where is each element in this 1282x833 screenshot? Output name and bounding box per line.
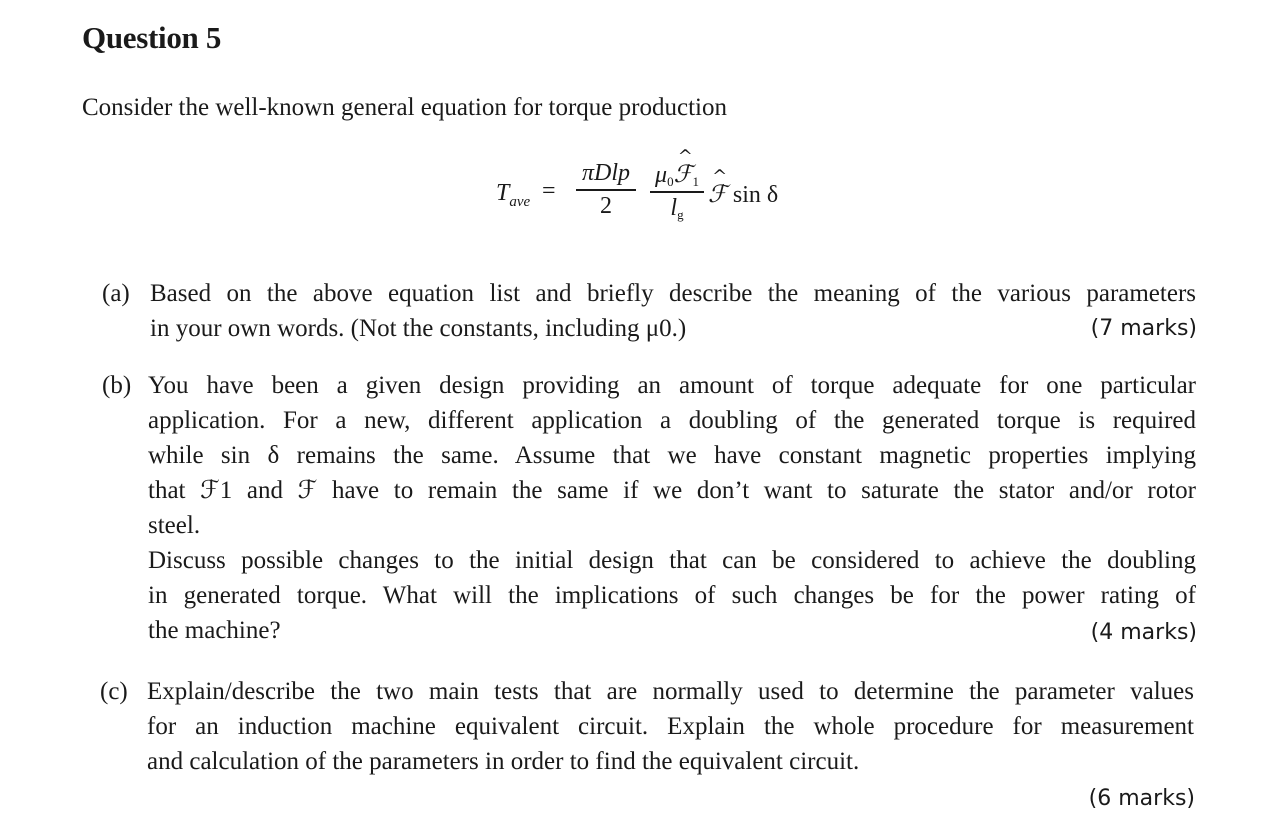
fraction-numerator-mmf: μ0^ ℱ1 [650, 160, 704, 189]
equation-fraction-geometry [576, 160, 636, 220]
part-b-body [148, 368, 1196, 648]
fraction-denominator-gap: lg [670, 194, 684, 222]
part-c-marks: (6 marks) [1088, 786, 1195, 811]
part-a-body [150, 276, 1196, 346]
part-b-line: steel. [148, 512, 201, 539]
part-c-line: and calculation of the parameters in order to find the equivalent circuit. [147, 748, 860, 775]
part-a-line: in your own words. (Not the constants, including μ0.) [150, 315, 687, 342]
equation-fraction-magnetic [650, 160, 704, 222]
part-b-line: You have been a given design providing an amount of torque adequate for one particular [148, 372, 1196, 399]
part-a-label: (a) [102, 280, 130, 307]
part-b-line: while sin δ remains the same. Assume that we have constant magnetic properties implying [148, 442, 1196, 469]
part-c-line: Explain/describe the two main tests that are normally used to determine the parameter values [147, 678, 1194, 705]
fraction-denominator: 2 [600, 192, 612, 219]
part-a-line: Based on the above equation list and briefly describe the meaning of the various parameters [150, 280, 1196, 307]
fraction-bar [650, 191, 704, 193]
equation-tail: ^ ℱ sin δ [708, 180, 778, 209]
part-a-marks: (7 marks) [1090, 316, 1197, 341]
part-b-line: application. For a new, different application a doubling of the generated torque is required [148, 407, 1196, 434]
part-b-line: the machine? [148, 617, 281, 644]
part-b-label: (b) [102, 372, 132, 399]
question-title: Question 5 [82, 20, 222, 55]
part-c-label: (c) [100, 678, 128, 705]
equation-lhs: $T_{ave}$ [496, 180, 531, 210]
equation-equals: = [542, 178, 556, 204]
part-c-body [147, 674, 1194, 779]
question-intro: Consider the well-known general equation for torque production [82, 94, 727, 121]
part-c-line: for an induction machine equivalent circuit. Explain the whole procedure for measurement [147, 713, 1194, 740]
part-b-line: Discuss possible changes to the initial design that can be considered to achieve the doubling [148, 547, 1196, 574]
part-b-marks: (4 marks) [1090, 620, 1197, 645]
part-b-line: that ℱ1 and ℱ have to remain the same if we don’t want to saturate the stator and/or rotor [148, 477, 1196, 504]
fraction-bar [576, 189, 636, 191]
torque-equation [490, 158, 810, 238]
part-b-line: in generated torque. What will the implications of such changes be for the power rating of [148, 582, 1196, 609]
fraction-numerator: πDlp [581, 160, 631, 186]
